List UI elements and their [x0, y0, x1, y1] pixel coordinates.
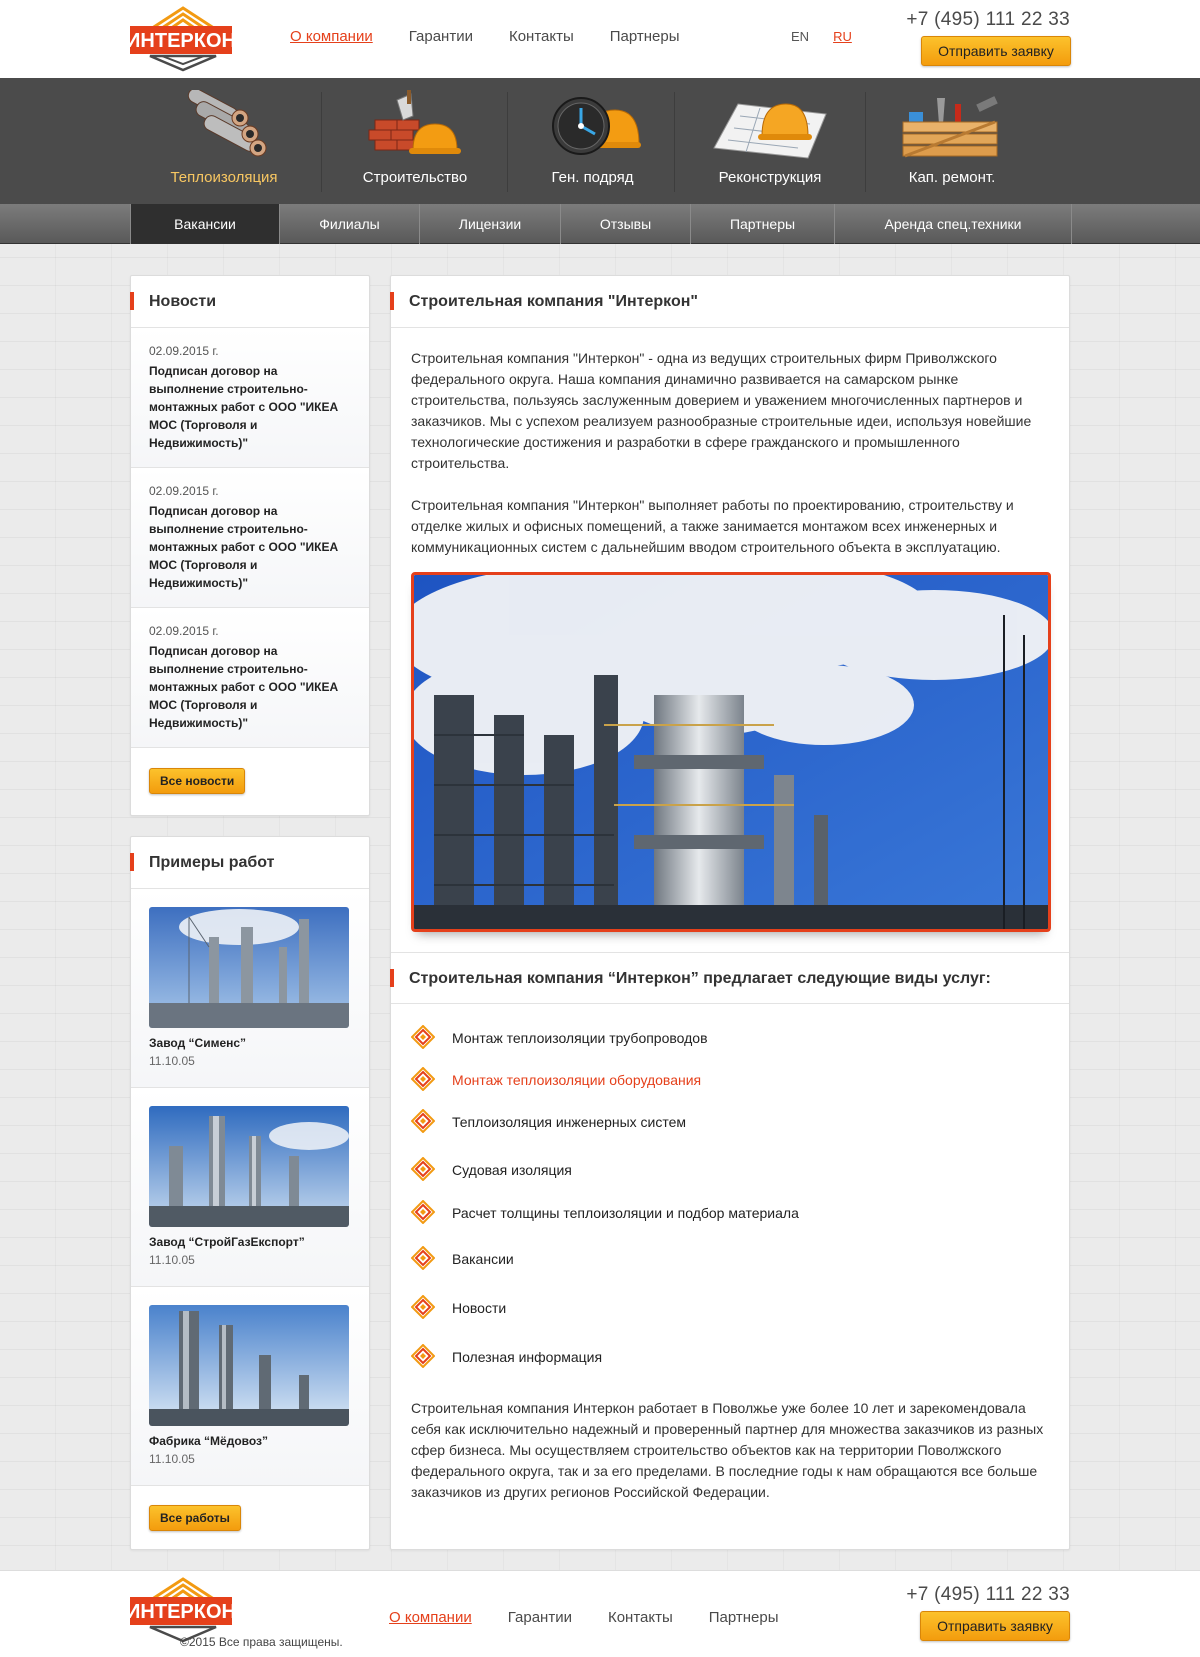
footer-logo[interactable]	[128, 1577, 238, 1643]
subnav-branches[interactable]: Филиалы	[319, 216, 380, 232]
news-item[interactable]	[131, 328, 369, 468]
logo[interactable]	[128, 6, 238, 72]
footer-nav-guarantees[interactable]: Гарантии	[507, 1609, 572, 1626]
footer-nav-contacts[interactable]: Контакты	[607, 1609, 673, 1626]
category-divider	[674, 92, 675, 192]
service-item[interactable]: Монтаж теплоизоляции трубопроводов	[411, 1030, 1049, 1072]
diamond-icon	[411, 1067, 435, 1094]
subnav-divider	[279, 204, 280, 244]
main-content-card	[390, 275, 1070, 1550]
category-construction[interactable]: Строительство	[345, 78, 485, 204]
category-divider	[507, 92, 508, 192]
works-title: Примеры работ	[131, 837, 369, 889]
work-photo[interactable]	[149, 907, 349, 1028]
work-date: 11.10.05	[149, 1253, 195, 1267]
clock-helmet-icon	[545, 90, 641, 166]
pipes-icon	[176, 90, 272, 166]
news-headline[interactable]: Подписан договор на выполнение строительно-монтажных работ с ООО "ИКЕА МОС (Торговоля и Недвижимость)"	[149, 644, 339, 730]
svg-text:ИНТЕРКОН: ИНТЕРКОН	[128, 30, 236, 52]
news-headline[interactable]: Подписан договор на выполнение строительно-монтажных работ с ООО "ИКЕА МОС (Торговоля и Недвижимость)"	[149, 364, 339, 450]
work-item[interactable]	[131, 889, 369, 1088]
subnav-partners[interactable]: Партнеры	[729, 216, 796, 232]
news-footer	[131, 748, 369, 814]
diamond-icon	[411, 1109, 435, 1136]
service-item[interactable]: Полезная информация	[411, 1349, 1049, 1387]
services-paragraph: Строительная компания "Интеркон" выполняет работы по проектированию, строительству и отделке жилых и офисных помещений, а также занимается монтажом всех инженерных и коммуникационных систем с дальнейшим вводом строительного объекта в эксплуатацию.	[411, 497, 1014, 555]
lang-en[interactable]: EN	[791, 29, 810, 44]
main-title: Строительная компания "Интеркон"	[391, 276, 1069, 328]
category-divider	[321, 92, 322, 192]
subnav-divider	[690, 204, 691, 244]
subnav-divider	[419, 204, 420, 244]
footer-nav-about[interactable]: О компании	[389, 1609, 472, 1626]
subnav-vacancies[interactable]: Вакансии	[131, 204, 279, 244]
category-overhaul[interactable]: Кап. ремонт.	[882, 78, 1022, 204]
work-date: 11.10.05	[149, 1452, 195, 1466]
diamond-icon	[411, 1025, 435, 1052]
nav-guarantees[interactable]: Гарантии	[408, 28, 473, 45]
subnav-divider	[560, 204, 561, 244]
category-reconstruction[interactable]: Реконструкция	[700, 78, 840, 204]
news-date: 02.09.2015 г.	[149, 344, 219, 358]
send-request-button[interactable]: Отправить заявку	[921, 36, 1071, 66]
work-photo[interactable]	[149, 1305, 349, 1426]
work-name[interactable]: Завод “СтройГазЕкспорт”	[149, 1235, 305, 1249]
services-list	[391, 1030, 1069, 1387]
service-item[interactable]: Судовая изоляция	[411, 1162, 1049, 1205]
category-thermal-insulation[interactable]: Теплоизоляция	[150, 78, 298, 204]
services-title: Строительная компания “Интеркон” предлагает следующие виды услуг:	[391, 952, 1069, 1004]
work-name[interactable]: Фабрика “Мёдовоз”	[149, 1434, 269, 1448]
service-item[interactable]: Расчет толщины теплоизоляции и подбор материала	[411, 1205, 1049, 1251]
site-header	[0, 0, 1200, 78]
all-works-button[interactable]: Все работы	[149, 1505, 241, 1531]
subnav-divider	[834, 204, 835, 244]
subnav-reviews[interactable]: Отзывы	[599, 216, 652, 232]
news-headline[interactable]: Подписан договор на выполнение строительно-монтажных работ с ООО "ИКЕА МОС (Торговоля и Недвижимость)"	[149, 504, 339, 590]
phone-number: +7 (495) 111 22 33	[906, 9, 1070, 30]
footer-nav	[389, 1609, 779, 1626]
all-news-button[interactable]: Все новости	[149, 768, 245, 794]
work-item[interactable]	[131, 1088, 369, 1287]
subnav-licenses[interactable]: Лицензии	[458, 216, 522, 232]
nav-about[interactable]: О компании	[290, 28, 373, 45]
main-photo	[411, 572, 1051, 932]
secondary-nav	[0, 204, 1200, 244]
diamond-icon	[411, 1344, 435, 1371]
news-title: Новости	[131, 276, 369, 328]
diamond-icon	[411, 1295, 435, 1322]
site-footer	[0, 1570, 1200, 1657]
diamond-icon	[411, 1200, 435, 1227]
lang-ru[interactable]: RU	[833, 29, 852, 44]
service-item[interactable]: Вакансии	[411, 1251, 1049, 1300]
service-item[interactable]: Монтаж теплоизоляции оборудования	[411, 1072, 1049, 1114]
diamond-icon	[411, 1246, 435, 1273]
work-date: 11.10.05	[149, 1054, 195, 1068]
work-name[interactable]: Завод “Сименс”	[149, 1036, 247, 1050]
news-item[interactable]	[131, 468, 369, 608]
works-card	[130, 836, 370, 1550]
work-item[interactable]	[131, 1287, 369, 1486]
language-switcher	[791, 29, 852, 44]
subnav-divider	[1071, 204, 1072, 244]
category-band	[0, 78, 1200, 204]
footer-nav-partners[interactable]: Партнеры	[708, 1609, 779, 1626]
diamond-icon	[411, 1157, 435, 1184]
category-general-contract[interactable]: Ген. подряд	[530, 78, 655, 204]
svg-text:ИНТЕРКОН: ИНТЕРКОН	[128, 1601, 236, 1623]
top-nav	[290, 28, 680, 45]
news-card	[130, 275, 370, 816]
news-date: 02.09.2015 г.	[149, 484, 219, 498]
work-photo[interactable]	[149, 1106, 349, 1227]
footer-send-request-button[interactable]: Отправить заявку	[920, 1611, 1070, 1641]
intro-paragraph: Строительная компания "Интеркон" - одна из ведущих строительных фирм Приволжского федерального округа. Наша компания динамично развивается на самарском рынке строительства, пользуясь заслуженным доверием и уважением многочисленных партнеров и заказчиков. Мы с успехом реализуем разнообразные строительные идеи, используя новейшие технологические достижения и разработки в сфере гражданского и промышленного строительства.	[411, 350, 1032, 471]
toolbox-icon	[897, 90, 1007, 166]
category-divider	[865, 92, 866, 192]
service-item[interactable]: Новости	[411, 1300, 1049, 1349]
blueprint-helmet-icon	[710, 90, 830, 166]
footer-phone: +7 (495) 111 22 33	[906, 1584, 1070, 1605]
nav-partners[interactable]: Партнеры	[609, 28, 680, 45]
news-item[interactable]	[131, 608, 369, 748]
bricks-helmet-icon	[367, 90, 463, 166]
subnav-equipment-rental[interactable]: Аренда спец.техники	[884, 216, 1022, 232]
news-date: 02.09.2015 г.	[149, 624, 219, 638]
copyright: ©2015 Все права защищены.	[180, 1635, 343, 1649]
works-footer	[131, 1486, 369, 1550]
nav-contacts[interactable]: Контакты	[508, 28, 574, 45]
service-item[interactable]: Теплоизоляция инженерных систем	[411, 1114, 1049, 1162]
about-paragraph: Строительная компания Интеркон работает в Поволжье уже более 10 лет и зарекомендовала себя как исключительно надежный и проверенный партнер для множества заказчиков из разных сфер бизнеса. Мы осуществляем строительство объектов как на территории Поволжского федерального округа, так и за его пределами. В последние годы к нам обращаются все больше заказчиков из других регионов Российской Федерации.	[411, 1400, 1044, 1500]
